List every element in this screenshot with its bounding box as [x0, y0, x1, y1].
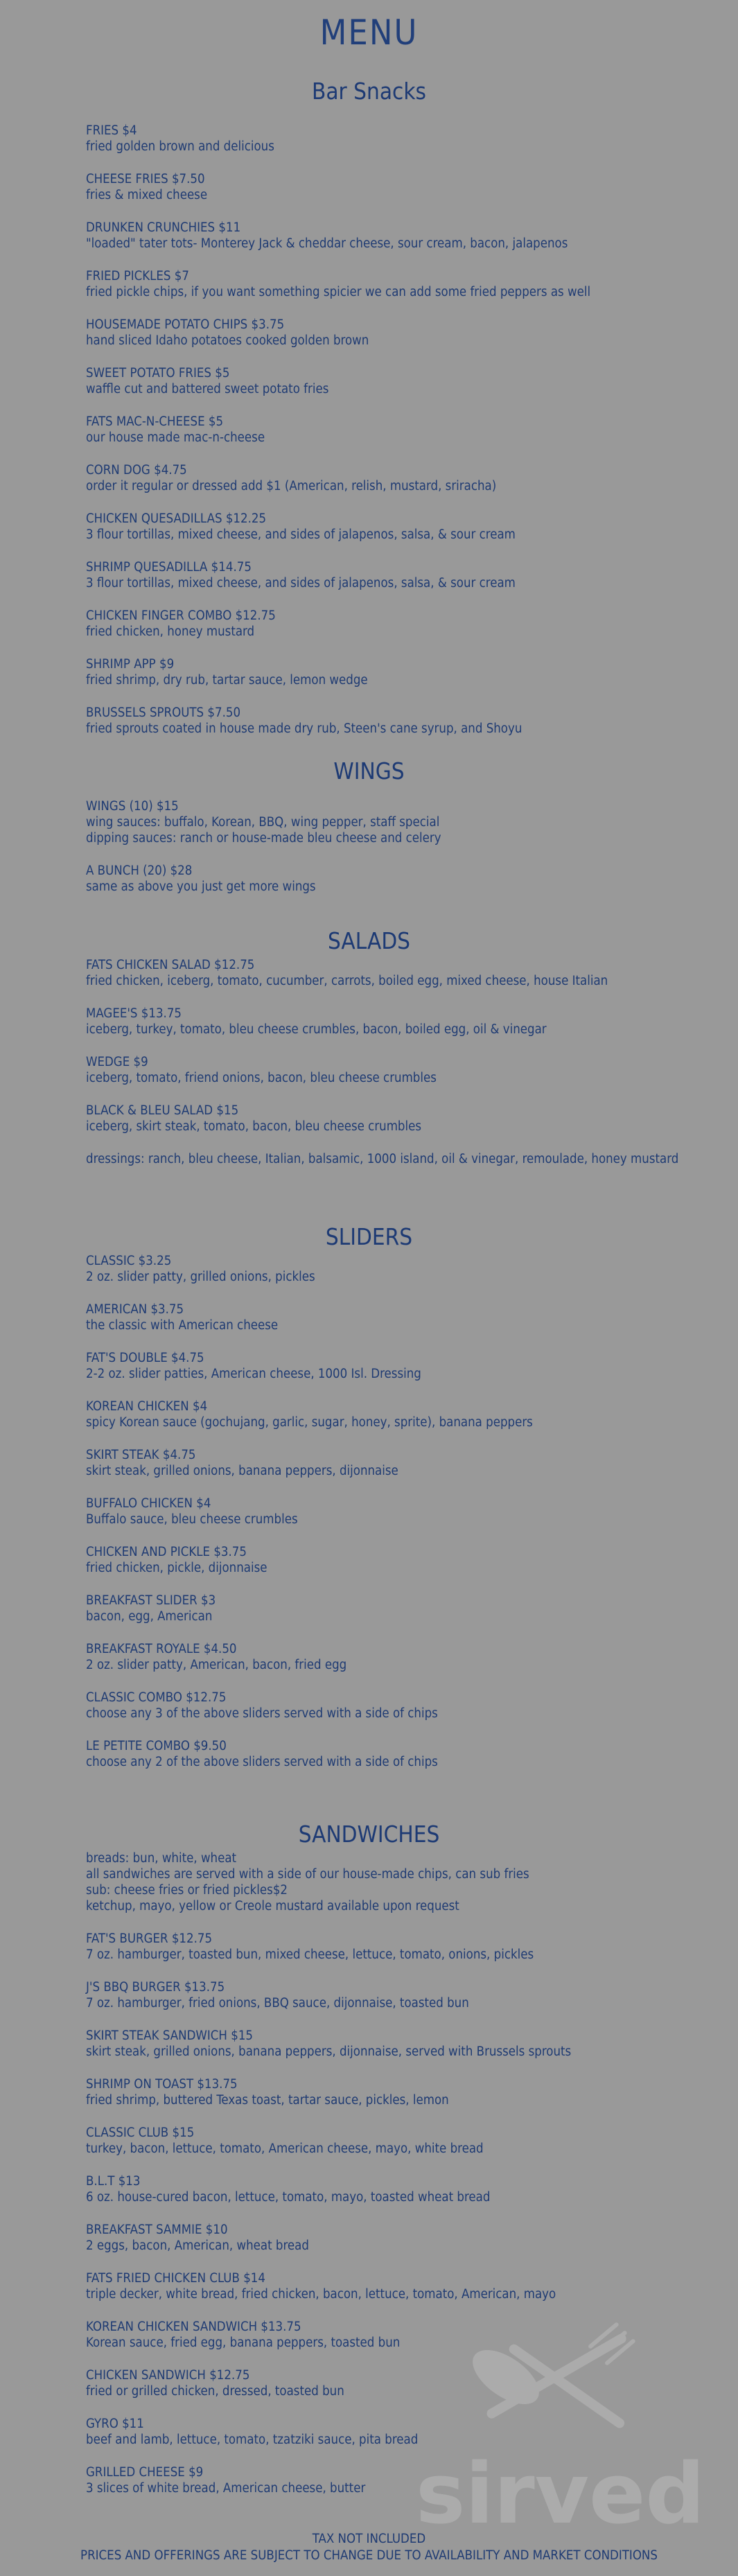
menu-item: FATS CHICKEN SALAD $12.75 fried chicken, iceberg, tomato, cucumber, carrots, boiled egg, mixed cheese, house Italian — [86, 958, 608, 988]
menu-item: HOUSEMADE POTATO CHIPS $3.75 hand sliced Idaho potatoes cooked golden brown — [86, 317, 369, 348]
section-title: SALADS — [327, 927, 411, 954]
menu-item: SWEET POTATO FRIES $5 waffle cut and battered sweet potato fries — [86, 366, 329, 396]
menu-item: WEDGE $9 iceberg, tomato, friend onions, bacon, bleu cheese crumbles — [86, 1055, 437, 1085]
menu-item: GRILLED CHEESE $9 3 slices of white bread, American cheese, butter — [86, 2465, 366, 2496]
menu-item: KOREAN CHICKEN $4 spicy Korean sauce (gochujang, garlic, sugar, honey, sprite), banana peppers — [86, 1399, 533, 1430]
menu-item: FATS FRIED CHICKEN CLUB $14 triple decker, white bread, fried chicken, bacon, lettuce, tomato, American, mayo — [86, 2271, 556, 2302]
sirved-watermark — [409, 2287, 707, 2550]
section-title: Bar Snacks — [311, 78, 427, 105]
section-title: WINGS — [333, 757, 405, 785]
menu-item: J'S BBQ BURGER $13.75 7 oz. hamburger, fried onions, BBQ sauce, dijonnaise, toasted bun — [86, 1980, 469, 2010]
menu-item: FAT'S DOUBLE $4.75 2-2 oz. slider patties, American cheese, 1000 Isl. Dressing — [86, 1351, 421, 1381]
sandwich-intro: breads: bun, white, wheat all sandwiches are served with a side of our house-made chips, can sub fries sub: cheese fries or fried pickles$2 ketchup, mayo, yellow or Creole mustard available upon request — [86, 1851, 529, 1913]
menu-item: CHEESE FRIES $7.50 fries & mixed cheese — [86, 172, 208, 202]
menu-item: CORN DOG $4.75 order it regular or dressed add $1 (American, relish, mustard, sriracha) — [86, 463, 497, 493]
footer — [0, 2531, 738, 2564]
tax-note: TAX NOT INCLUDED — [312, 2532, 426, 2546]
menu-item: MAGEE'S $13.75 iceberg, turkey, tomato, bleu cheese crumbles, bacon, boiled egg, oil & vinegar — [86, 1006, 547, 1037]
menu-item: GYRO $11 beef and lamb, lettuce, tomato, tzatziki sauce, pita bread — [86, 2417, 419, 2447]
menu-item: FATS MAC-N-CHEESE $5 our house made mac-n-cheese — [86, 414, 265, 445]
section-sliders — [0, 1223, 738, 1787]
menu-item: CLASSIC COMBO $12.75 choose any 3 of the above sliders served with a side of chips — [86, 1690, 438, 1721]
menu-item: CHICKEN QUESADILLAS $12.25 3 flour tortillas, mixed cheese, and sides of jalapenos, salsa, & sour cream — [86, 511, 516, 542]
utensils-icon — [464, 2322, 636, 2430]
menu-item: DRUNKEN CRUNCHIES $11 "loaded" tater tots- Monterey Jack & cheddar cheese, sour cream, bacon, jalapenos — [86, 220, 568, 251]
menu-item: BREAKFAST SLIDER $3 bacon, egg, American — [86, 1593, 216, 1624]
menu-item: CHICKEN AND PICKLE $3.75 fried chicken, pickle, dijonnaise — [86, 1545, 267, 1575]
menu-title: MENU — [319, 12, 419, 53]
menu-item: WINGS (10) $15 wing sauces: buffalo, Korean, BBQ, wing pepper, staff special dipping sauces: ranch or house-made bleu cheese and celery — [86, 799, 441, 845]
menu-item: FRIED PICKLES $7 fried pickle chips, if you want something spicier we can add some fried peppers as well — [86, 269, 591, 299]
dressings-note: dressings: ranch, bleu cheese, Italian, balsamic, 1000 island, oil & vinegar, remoulade, honey mustard — [86, 1152, 679, 1166]
menu-item: CHICKEN FINGER COMBO $12.75 fried chicken, honey mustard — [86, 608, 276, 639]
menu-item: BREAKFAST ROYALE $4.50 2 oz. slider patty, American, bacon, fried egg — [86, 1642, 347, 1672]
menu-item: AMERICAN $3.75 the classic with American cheese — [86, 1302, 279, 1333]
menu-item: KOREAN CHICKEN SANDWICH $13.75 Korean sauce, fried egg, banana peppers, toasted bun — [86, 2320, 401, 2350]
watermark-text: sirved — [416, 2446, 705, 2543]
menu-item: BREAKFAST SAMMIE $10 2 eggs, bacon, American, wheat bread — [86, 2223, 309, 2253]
menu-item: A BUNCH (20) $28 same as above you just get more wings — [86, 864, 316, 894]
menu-item: BRUSSELS SPROUTS $7.50 fried sprouts coated in house made dry rub, Steen's cane syrup, and Shoyu — [86, 706, 522, 736]
menu-item: SHRIMP APP $9 fried shrimp, dry rub, tartar sauce, lemon wedge — [86, 657, 368, 687]
menu-item: FRIES $4 fried golden brown and delicious — [86, 123, 274, 154]
menu-item: SHRIMP ON TOAST $13.75 fried shrimp, buttered Texas toast, tartar sauce, pickles, lemon — [86, 2077, 449, 2108]
section-title: SANDWICHES — [298, 1821, 440, 1848]
section-bar-snacks — [0, 78, 738, 753]
menu-item: SKIRT STEAK $4.75 skirt steak, grilled onions, banana peppers, dijonnaise — [86, 1448, 398, 1478]
prices-note: PRICES AND OFFERINGS ARE SUBJECT TO CHANGE DUE TO AVAILABILITY AND MARKET CONDITIONS — [80, 2548, 658, 2563]
menu-item: SHRIMP QUESADILLA $14.75 3 flour tortillas, mixed cheese, and sides of jalapenos, salsa, & sour cream — [86, 560, 516, 590]
menu-item: B.L.T $13 6 oz. house-cured bacon, lettuce, tomato, mayo, toasted wheat bread — [86, 2174, 491, 2205]
section-salads — [0, 927, 738, 1167]
section-title: SLIDERS — [325, 1223, 413, 1250]
menu-item: BLACK & BLEU SALAD $15 iceberg, skirt steak, tomato, bacon, bleu cheese crumbles — [86, 1103, 422, 1134]
menu-item: LE PETITE COMBO $9.50 choose any 2 of the above sliders served with a side of chips — [86, 1739, 438, 1769]
menu-item: CLASSIC CLUB $15 turkey, bacon, lettuce, tomato, American cheese, mayo, white bread — [86, 2126, 484, 2156]
menu-item: CLASSIC $3.25 2 oz. slider patty, grilled onions, pickles — [86, 1254, 315, 1284]
menu-item: SKIRT STEAK SANDWICH $15 skirt steak, grilled onions, banana peppers, dijonnaise, served with Brussels sprouts — [86, 2029, 572, 2059]
menu-item: CHICKEN SANDWICH $12.75 fried or grilled chicken, dressed, toasted bun — [86, 2368, 344, 2399]
section-wings — [0, 757, 738, 911]
menu-item: BUFFALO CHICKEN $4 Buffalo sauce, bleu cheese crumbles — [86, 1496, 298, 1527]
menu-item: FAT'S BURGER $12.75 7 oz. hamburger, toasted bun, mixed cheese, lettuce, tomato, onions, pickles — [86, 1931, 534, 1962]
